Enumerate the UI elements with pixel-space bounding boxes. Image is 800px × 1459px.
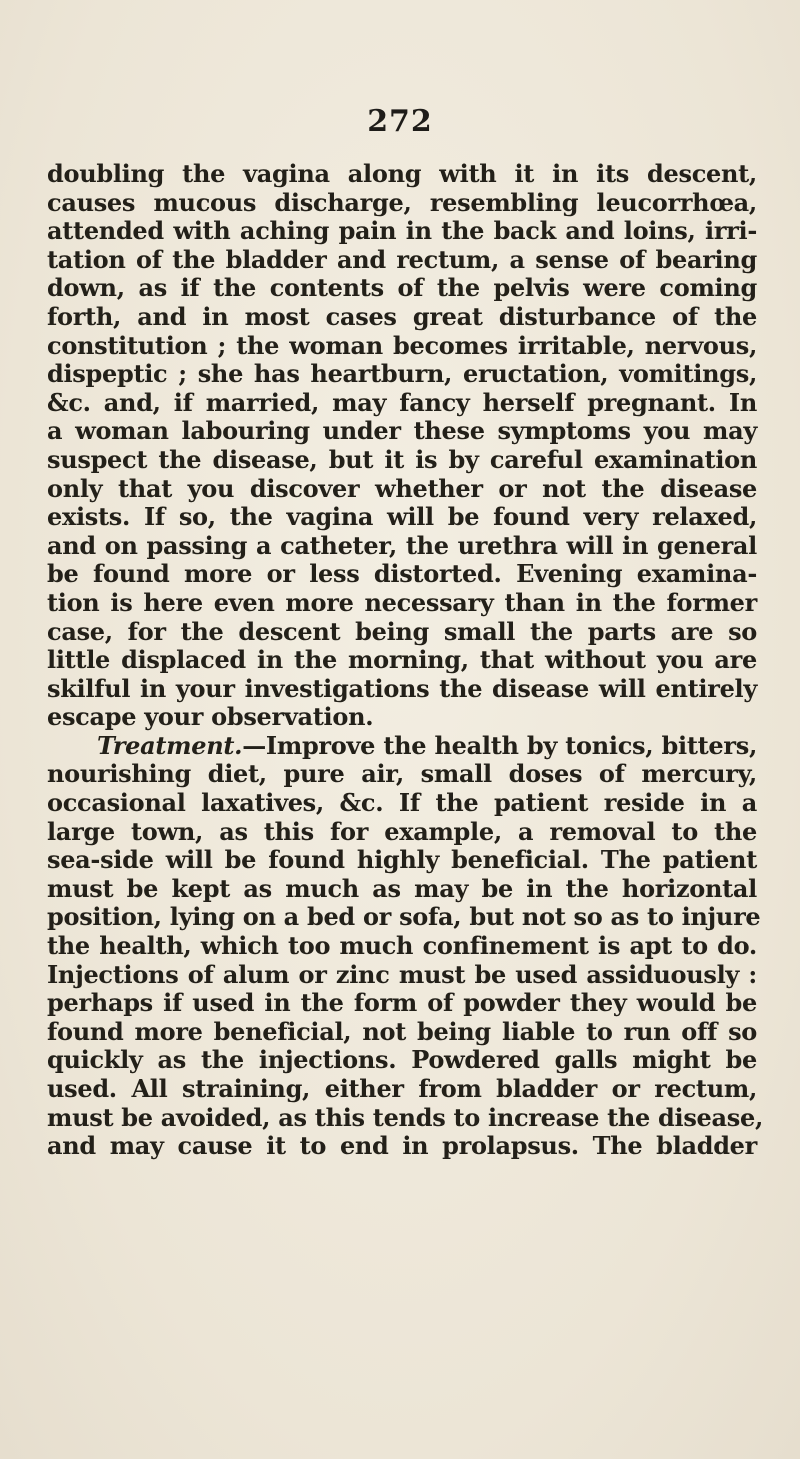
text-line-treatment [47, 732, 757, 761]
text-line: a woman labouring under these symptoms you may [47, 416, 757, 446]
text-run: —Improve the health by tonics, bitters, [242, 730, 757, 760]
text-line: and on passing a catheter, the urethra will in general [47, 530, 757, 560]
text-line: only that you discover whether or not the disease [47, 473, 757, 503]
text-line: tation of the bladder and rectum, a sense of bearing [47, 244, 757, 274]
text-line: causes mucous discharge, resembling leucorrhœa, [47, 187, 757, 217]
text-line: must be kept as much as may be in the horizontal [47, 873, 757, 903]
text-line: dispeptic ; she has heartburn, eructation, vomitings, [47, 359, 757, 389]
paragraph-1 [47, 160, 757, 732]
text-line: Injections of alum or zinc must be used assiduously : [47, 959, 757, 989]
page-number: 272 [367, 104, 433, 139]
text-line: &c. and, if married, may fancy herself pregnant. In [47, 387, 757, 417]
text-line: the health, which too much confinement is apt to do. [47, 931, 757, 961]
text-line: constitution ; the woman becomes irritable, nervous, [47, 330, 757, 360]
text-line: case, for the descent being small the parts are so [47, 616, 757, 646]
text-line: exists. If so, the vagina will be found very relaxed, [47, 502, 757, 532]
text-line: quickly as the injections. Powdered galls might be [47, 1045, 757, 1075]
text-line: perhaps if used in the form of powder they would be [47, 988, 757, 1018]
text-line: found more beneficial, not being liable to run off so [47, 1016, 757, 1046]
paragraph-2 [47, 730, 764, 1161]
text-line: occasional laxatives, &c. If the patient reside in a [47, 788, 757, 818]
text-line: attended with aching pain in the back and loins, irri- [47, 216, 757, 246]
text-line: position, lying on a bed or sofa, but not so as to injure [47, 902, 761, 932]
text-line: suspect the disease, but it is by careful examination [47, 444, 757, 474]
text-line: tion is here even more necessary than in the former [47, 587, 757, 617]
text-line: escape your observation. [47, 702, 374, 732]
text-line: must be avoided, as this tends to increase the disease, [47, 1102, 764, 1132]
text-line: forth, and in most cases great disturbance of the [47, 301, 757, 331]
text-line: little displaced in the morning, that without you are [47, 645, 757, 675]
text-line: sea-side will be found highly beneficial. The patient [47, 845, 757, 875]
text-line: and may cause it to end in prolapsus. The bladder [47, 1131, 757, 1161]
text-line: skilful in your investigations the disease will entirely [47, 673, 757, 703]
text-line: nourishing diet, pure air, small doses of mercury, [47, 759, 757, 789]
text-line: used. All straining, either from bladder or rectum, [47, 1074, 757, 1103]
section-heading: Treatment. [97, 730, 243, 760]
text-line: be found more or less distorted. Evening examina- [47, 559, 757, 589]
text-line: doubling the vagina along with it in its descent, [47, 159, 757, 188]
body-text [47, 159, 764, 1161]
text-line: large town, as this for example, a removal to the [47, 816, 757, 846]
text-line: down, as if the contents of the pelvis were coming [47, 273, 757, 303]
